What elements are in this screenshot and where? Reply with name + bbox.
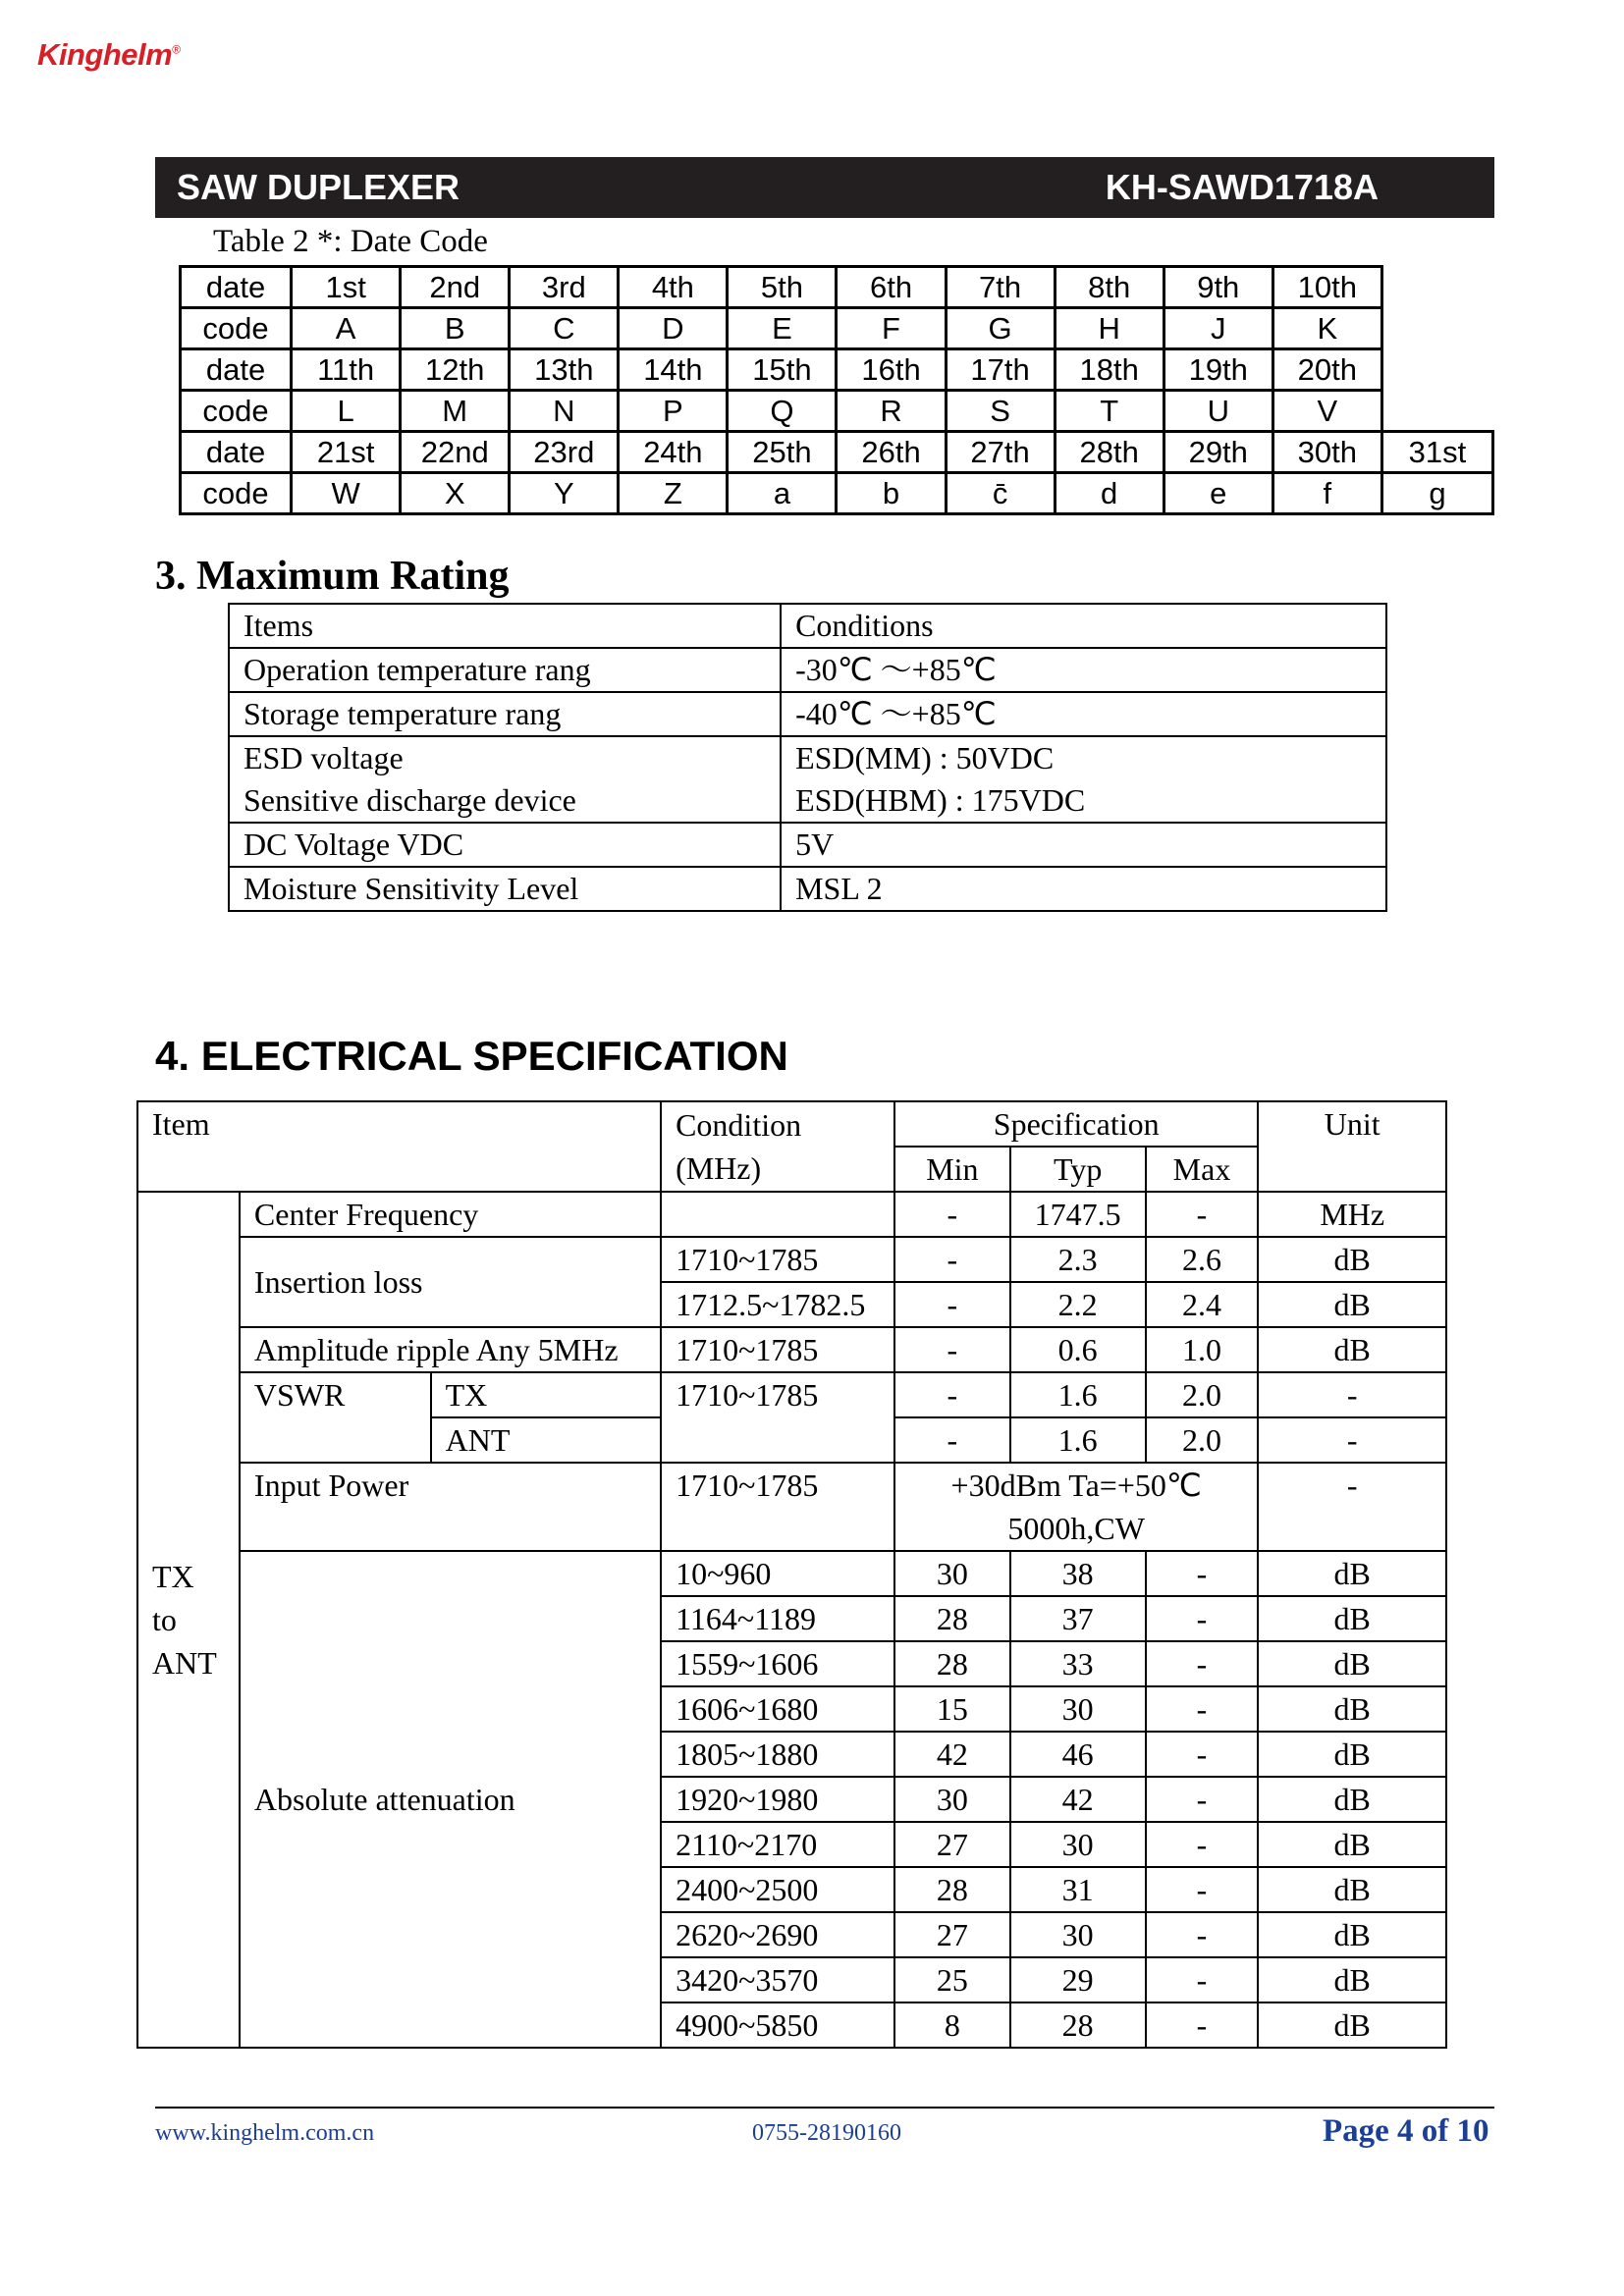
title-banner	[155, 157, 1494, 218]
table-cell: -	[1146, 1732, 1259, 1777]
table-row	[181, 267, 1493, 308]
header-min: Min	[894, 1147, 1010, 1192]
table-cell: 37	[1010, 1596, 1146, 1641]
empty-cell	[1381, 308, 1492, 349]
date-code-cell: 23rd	[510, 432, 619, 473]
date-code-cell: 20th	[1272, 349, 1381, 391]
date-code-cell: A	[292, 308, 401, 349]
max-rating-heading: 3. Maximum Rating	[155, 554, 510, 599]
date-code-cell: 1st	[292, 267, 401, 308]
empty-cell	[1381, 391, 1492, 432]
table-cell: -	[894, 1282, 1010, 1327]
date-code-cell: G	[946, 308, 1055, 349]
table-cell: dB	[1258, 1867, 1446, 1912]
table-cell: 2.6	[1146, 1237, 1259, 1282]
table-cell: 5V	[781, 823, 1386, 867]
table-cell: dB	[1258, 1282, 1446, 1327]
date-code-cell: code	[181, 473, 292, 514]
footer-website-link[interactable]: www.kinghelm.com.cn	[155, 2120, 375, 2146]
table-row	[229, 604, 1386, 648]
table-cell: -	[894, 1372, 1010, 1417]
date-code-cell: T	[1055, 391, 1164, 432]
table-cell: 31	[1010, 1867, 1146, 1912]
date-code-cell: 30th	[1272, 432, 1381, 473]
date-code-cell: g	[1381, 473, 1492, 514]
table-cell	[661, 1192, 894, 1237]
date-code-cell: P	[619, 391, 728, 432]
table-cell: dB	[1258, 1777, 1446, 1822]
part-number: KH-SAWD1718A	[1105, 167, 1379, 207]
table-cell: 42	[1010, 1777, 1146, 1822]
center-frequency-label: Center Frequency	[240, 1192, 661, 1237]
table-cell: dB	[1258, 1551, 1446, 1596]
table-row	[137, 1327, 1446, 1372]
table-cell: 1805~1880	[661, 1732, 894, 1777]
header-item: Item	[137, 1101, 661, 1192]
table-cell: -	[1146, 2002, 1259, 2048]
table-cell: 2.3	[1010, 1237, 1146, 1282]
table-cell: 46	[1010, 1732, 1146, 1777]
table-row	[181, 391, 1493, 432]
table-cell: dB	[1258, 1327, 1446, 1372]
table-cell: 3420~3570	[661, 1957, 894, 2002]
electrical-spec-heading: 4. ELECTRICAL SPECIFICATION	[155, 1033, 788, 1079]
table-row	[181, 308, 1493, 349]
table-cell: DC Voltage VDC	[229, 823, 781, 867]
date-code-cell: K	[1272, 308, 1381, 349]
table-cell: Moisture Sensitivity Level	[229, 867, 781, 911]
max-rating-table	[228, 603, 1387, 912]
table-cell: -	[1146, 1822, 1259, 1867]
date-code-cell: J	[1164, 308, 1272, 349]
table-cell: -	[1146, 1192, 1259, 1237]
table-cell: -	[1258, 1463, 1446, 1551]
footer-phone: 0755-28190160	[752, 2120, 901, 2146]
date-code-cell: H	[1055, 308, 1164, 349]
header-max: Max	[1146, 1147, 1259, 1192]
header-typ: Typ	[1010, 1147, 1146, 1192]
date-code-cell: 4th	[619, 267, 728, 308]
date-code-cell: a	[728, 473, 837, 514]
date-code-cell: 14th	[619, 349, 728, 391]
table-cell: Storage temperature rang	[229, 692, 781, 736]
table-cell: -	[1146, 1867, 1259, 1912]
table-cell: 38	[1010, 1551, 1146, 1596]
table-cell: -	[894, 1192, 1010, 1237]
table-cell: 1712.5~1782.5	[661, 1282, 894, 1327]
date-code-cell: F	[837, 308, 946, 349]
date-code-cell: 24th	[619, 432, 728, 473]
date-code-cell: N	[510, 391, 619, 432]
electrical-spec-table	[136, 1100, 1447, 2049]
table-cell: 10~960	[661, 1551, 894, 1596]
table-cell: dB	[1258, 2002, 1446, 2048]
kinghelm-logo: Kinghelm®	[37, 37, 181, 72]
table-cell: 8	[894, 2002, 1010, 2048]
date-code-cell: U	[1164, 391, 1272, 432]
table-row	[181, 432, 1493, 473]
table-cell: 28	[894, 1867, 1010, 1912]
document-title: SAW DUPLEXER	[177, 167, 460, 207]
table-cell: 1920~1980	[661, 1777, 894, 1822]
table-cell: -	[1146, 1777, 1259, 1822]
table-cell: dB	[1258, 1822, 1446, 1867]
date-code-cell: 9th	[1164, 267, 1272, 308]
date-code-cell: 17th	[946, 349, 1055, 391]
date-code-cell: V	[1272, 391, 1381, 432]
date-code-cell: L	[292, 391, 401, 432]
table-cell: 42	[894, 1732, 1010, 1777]
date-code-cell: e	[1164, 473, 1272, 514]
table-row	[229, 823, 1386, 867]
table-cell: -40℃ ～+85℃	[781, 692, 1386, 736]
table-cell: 1.0	[1146, 1327, 1259, 1372]
table-cell: 30	[894, 1777, 1010, 1822]
table-row	[181, 349, 1493, 391]
table-cell: 29	[1010, 1957, 1146, 2002]
table-cell: 33	[1010, 1641, 1146, 1686]
table-cell: dB	[1258, 1686, 1446, 1732]
date-code-cell: c̄	[946, 473, 1055, 514]
table-cell: 1710~1785	[661, 1463, 894, 1551]
date-code-cell: 29th	[1164, 432, 1272, 473]
date-code-cell: 31st	[1381, 432, 1492, 473]
table-cell: dB	[1258, 1957, 1446, 2002]
table-cell: 2400~2500	[661, 1867, 894, 1912]
date-code-cell: 16th	[837, 349, 946, 391]
table-cell: 1710~1785	[661, 1327, 894, 1372]
date-code-cell: R	[837, 391, 946, 432]
table-cell: 1164~1189	[661, 1596, 894, 1641]
table-cell: 0.6	[1010, 1327, 1146, 1372]
table-row	[229, 867, 1386, 911]
table-cell: 2.2	[1010, 1282, 1146, 1327]
table-cell: -30℃ ～+85℃	[781, 648, 1386, 692]
date-code-cell: 3rd	[510, 267, 619, 308]
date-code-cell: 5th	[728, 267, 837, 308]
table-row	[137, 1237, 1446, 1282]
date-code-cell: Y	[510, 473, 619, 514]
page-number: Page 4 of 10	[1323, 2113, 1489, 2149]
table-row	[229, 736, 1386, 823]
footer-divider	[155, 2107, 1494, 2109]
table-row	[137, 1372, 1446, 1417]
date-code-cell: code	[181, 308, 292, 349]
date-code-cell: Z	[619, 473, 728, 514]
table-cell: 15	[894, 1686, 1010, 1732]
table-cell: 1606~1680	[661, 1686, 894, 1732]
date-code-cell: W	[292, 473, 401, 514]
date-code-cell: 28th	[1055, 432, 1164, 473]
table-row	[229, 648, 1386, 692]
header-condition: Condition (MHz)	[661, 1101, 894, 1192]
table-cell: 30	[1010, 1912, 1146, 1957]
table-cell: 4900~5850	[661, 2002, 894, 2048]
table-cell: 2620~2690	[661, 1912, 894, 1957]
date-code-cell: 25th	[728, 432, 837, 473]
table-cell: 2.0	[1146, 1417, 1259, 1463]
date-code-cell: code	[181, 391, 292, 432]
absolute-attenuation-label: Absolute attenuation	[240, 1551, 661, 2048]
date-code-cell: 11th	[292, 349, 401, 391]
header-cell: Items	[229, 604, 781, 648]
table-cell: 25	[894, 1957, 1010, 2002]
vswr-port: ANT	[431, 1417, 661, 1463]
date-code-cell: 6th	[837, 267, 946, 308]
date-code-cell: b	[837, 473, 946, 514]
date-code-cell: d	[1055, 473, 1164, 514]
date-code-cell: date	[181, 432, 292, 473]
date-code-cell: 21st	[292, 432, 401, 473]
table-cell: 27	[894, 1822, 1010, 1867]
table-cell: -	[894, 1417, 1010, 1463]
date-code-cell: 7th	[946, 267, 1055, 308]
date-code-cell: date	[181, 267, 292, 308]
table-cell: 1710~1785	[661, 1372, 894, 1463]
table-cell: -	[894, 1327, 1010, 1372]
date-code-cell: 27th	[946, 432, 1055, 473]
table-cell: dB	[1258, 1237, 1446, 1282]
vswr-port: TX	[431, 1372, 661, 1417]
table-cell: Operation temperature rang	[229, 648, 781, 692]
date-code-cell: M	[401, 391, 510, 432]
date-code-cell: Q	[728, 391, 837, 432]
header-unit: Unit	[1258, 1101, 1446, 1192]
input-power-label: Input Power	[240, 1463, 661, 1551]
table-cell: MHz	[1258, 1192, 1446, 1237]
empty-cell	[1381, 349, 1492, 391]
date-code-cell: 12th	[401, 349, 510, 391]
table-cell: -	[1146, 1641, 1259, 1686]
table-cell: MSL 2	[781, 867, 1386, 911]
table-cell: -	[894, 1237, 1010, 1282]
date-code-cell: E	[728, 308, 837, 349]
date-code-table	[179, 265, 1494, 515]
date-code-cell: B	[401, 308, 510, 349]
table-cell: -	[1146, 1551, 1259, 1596]
date-code-cell: 26th	[837, 432, 946, 473]
table-cell: -	[1146, 1596, 1259, 1641]
table-row	[137, 1101, 1446, 1147]
date-code-cell: f	[1272, 473, 1381, 514]
table-cell: 1710~1785	[661, 1237, 894, 1282]
table-row	[137, 1192, 1446, 1237]
date-table-caption: Table 2 *: Date Code	[213, 224, 488, 259]
table-cell: 1.6	[1010, 1417, 1146, 1463]
table-cell: 30	[894, 1551, 1010, 1596]
table-cell: 27	[894, 1912, 1010, 1957]
date-code-cell: 13th	[510, 349, 619, 391]
table-cell: 2.4	[1146, 1282, 1259, 1327]
table-row	[181, 473, 1493, 514]
table-cell: 28	[1010, 2002, 1146, 2048]
input-power-spec: +30dBm Ta=+50℃ 5000h,CW	[894, 1463, 1258, 1551]
date-code-cell: 8th	[1055, 267, 1164, 308]
table-cell: 2110~2170	[661, 1822, 894, 1867]
date-code-cell: S	[946, 391, 1055, 432]
amplitude-ripple-label: Amplitude ripple Any 5MHz	[240, 1327, 661, 1372]
table-cell: -	[1258, 1372, 1446, 1417]
date-code-cell: 18th	[1055, 349, 1164, 391]
table-cell: -	[1258, 1417, 1446, 1463]
table-cell: dB	[1258, 1912, 1446, 1957]
table-cell: 28	[894, 1596, 1010, 1641]
table-cell: 30	[1010, 1822, 1146, 1867]
table-cell: dB	[1258, 1641, 1446, 1686]
table-cell: 28	[894, 1641, 1010, 1686]
date-code-cell: D	[619, 308, 728, 349]
header-cell: Conditions	[781, 604, 1386, 648]
table-cell: -	[1146, 1957, 1259, 2002]
date-code-cell: X	[401, 473, 510, 514]
table-cell: -	[1146, 1686, 1259, 1732]
group-label: TX to ANT	[137, 1192, 240, 2048]
table-row	[137, 1463, 1446, 1551]
header-specification: Specification	[894, 1101, 1258, 1147]
table-cell: 2.0	[1146, 1372, 1259, 1417]
date-code-cell: 2nd	[401, 267, 510, 308]
insertion-loss-label: Insertion loss	[240, 1237, 661, 1327]
table-cell: ESD voltage Sensitive discharge device	[229, 736, 781, 823]
table-cell: -	[1146, 1912, 1259, 1957]
table-cell: 30	[1010, 1686, 1146, 1732]
date-code-cell: C	[510, 308, 619, 349]
date-code-cell: 15th	[728, 349, 837, 391]
table-cell: 1747.5	[1010, 1192, 1146, 1237]
empty-cell	[1381, 267, 1492, 308]
table-row	[229, 692, 1386, 736]
date-code-cell: 19th	[1164, 349, 1272, 391]
table-cell: 1.6	[1010, 1372, 1146, 1417]
date-code-cell: 22nd	[401, 432, 510, 473]
date-code-cell: date	[181, 349, 292, 391]
table-row	[137, 1551, 1446, 1596]
date-code-cell: 10th	[1272, 267, 1381, 308]
table-cell: ESD(MM) : 50VDC ESD(HBM) : 175VDC	[781, 736, 1386, 823]
vswr-label: VSWR	[240, 1372, 431, 1463]
table-cell: dB	[1258, 1596, 1446, 1641]
table-cell: 1559~1606	[661, 1641, 894, 1686]
table-cell: dB	[1258, 1732, 1446, 1777]
